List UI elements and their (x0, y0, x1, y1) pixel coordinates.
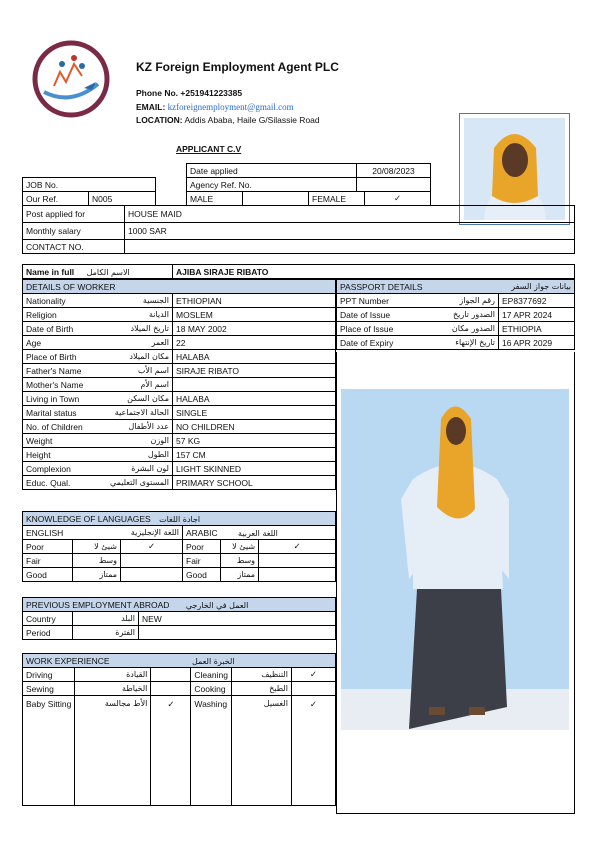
work-skill-label-ar: الغسيل (231, 696, 291, 806)
work-skill-check: ✓ (151, 696, 191, 806)
english-level-check: ✓ (121, 540, 183, 554)
detail-label: No. of Children (26, 421, 83, 432)
detail-label-ar: مكان الميلاد (129, 351, 169, 361)
detail-label-ar: العمر (151, 337, 169, 347)
previous-header-ar: العمل في الخارجي (185, 600, 249, 610)
detail-value: HALABA (173, 350, 336, 364)
detail-label: Educ. Qual. (26, 477, 71, 488)
detail-row (23, 336, 336, 350)
detail-label-ar: اسم الأم (140, 379, 169, 389)
salary-value: 1000 SAR (125, 223, 575, 240)
detail-row (23, 378, 336, 392)
detail-label-cell (23, 308, 173, 322)
applicant-photo-full (341, 389, 569, 730)
doc-title: APPLICANT C.V (176, 144, 242, 154)
languages-header-ar: اجادة اللغات (159, 514, 201, 524)
arabic-level-check: ✓ (259, 540, 336, 554)
detail-label-ar: تاريخ الميلاد (130, 323, 169, 333)
detail-row (23, 294, 336, 308)
detail-label-ar: لون البشرة (131, 463, 169, 473)
agency-ref-value (357, 178, 431, 192)
salary-label: Monthly salary (23, 223, 125, 240)
date-applied-value: 20/08/2023 (357, 164, 431, 178)
detail-row (23, 462, 336, 476)
detail-label-ar: الحالة الاجتماعية (114, 407, 169, 417)
lang-level-label-ar: ممتاز (73, 568, 121, 582)
languages-header-en: KNOWLEDGE OF LANGUAGES (26, 513, 151, 524)
detail-value: ETHIOPIAN (173, 294, 336, 308)
passport-value: ETHIOPIA (499, 322, 575, 336)
detail-row (23, 350, 336, 364)
detail-label: Height (26, 449, 51, 460)
work-skill-label: Driving (23, 668, 75, 682)
passport-label-cell (337, 294, 499, 308)
passport-value: 17 APR 2024 (499, 308, 575, 322)
work-skill-label-ar: القيادة (75, 668, 151, 682)
detail-label-cell (23, 476, 173, 490)
company-logo (32, 40, 110, 118)
passport-label-cell (337, 308, 499, 322)
work-skill-label: Sewing (23, 682, 75, 696)
detail-row (23, 420, 336, 434)
detail-value: 157 CM (173, 448, 336, 462)
detail-label-cell (23, 462, 173, 476)
passport-header-en: PASSPORT DETAILS (340, 281, 423, 292)
name-label: Name in full (26, 266, 75, 277)
lang-level-label-ar: وسط (221, 554, 259, 568)
lang-level-label-ar: شيئ لا (221, 540, 259, 554)
detail-row (23, 322, 336, 336)
name-label-cell (23, 265, 173, 279)
work-skill-check: ✓ (291, 668, 335, 682)
detail-value: PRIMARY SCHOOL (173, 476, 336, 490)
work-skill-label-ar: التنظيف (231, 668, 291, 682)
detail-value: 18 MAY 2002 (173, 322, 336, 336)
country-value: NEW (139, 612, 336, 626)
english-label: ENGLISH (26, 527, 64, 538)
work-header (23, 654, 336, 668)
lang-level-label: Good (23, 568, 73, 582)
detail-label-cell (23, 322, 173, 336)
detail-label-ar: اسم الأب (137, 365, 169, 375)
passport-label-ar: الصدور مكان (451, 323, 495, 333)
passport-label-cell (337, 336, 499, 350)
detail-value: SINGLE (173, 406, 336, 420)
lang-level-label: Poor (183, 540, 221, 554)
work-skill-check (291, 682, 335, 696)
detail-label-ar: مكان السكن (127, 393, 169, 403)
detail-value: SIRAJE RIBATO (173, 364, 336, 378)
company-email[interactable]: kzforeignemployment@gmail.com (167, 102, 294, 112)
detail-label-cell (23, 350, 173, 364)
passport-label-ar: تاريخ الإنتهاء (455, 337, 495, 347)
work-skill-label-ar: الطبخ (231, 682, 291, 696)
detail-label-ar: عدد الأطفال (128, 421, 169, 431)
passport-header (337, 280, 575, 294)
detail-value: MOSLEM (173, 308, 336, 322)
name-value: AJIBA SIRAJE RIBATO (173, 265, 575, 279)
lang-level-label: Good (183, 568, 221, 582)
detail-label-ar: الديانة (148, 309, 169, 319)
date-applied-label: Date applied (187, 164, 357, 178)
our-ref-value: N005 (89, 192, 156, 206)
detail-row (23, 364, 336, 378)
company-name: KZ Foreign Employment Agent PLC (136, 60, 339, 74)
lang-level-label: Fair (183, 554, 221, 568)
passport-label-ar: رقم الجواز (459, 295, 495, 305)
english-heading (23, 526, 183, 540)
post-value: HOUSE MAID (125, 206, 575, 223)
detail-label-cell (23, 336, 173, 350)
work-skill-label-ar: الأط مجالسة (75, 696, 151, 806)
detail-label-cell (23, 392, 173, 406)
detail-label-cell (23, 406, 173, 420)
lang-level-label: Poor (23, 540, 73, 554)
work-skill-label: Washing (191, 696, 232, 806)
passport-value: 16 APR 2029 (499, 336, 575, 350)
english-level-check (121, 554, 183, 568)
detail-row (23, 448, 336, 462)
passport-label-cell (337, 322, 499, 336)
passport-label: Date of Issue (340, 309, 391, 320)
contact-label: CONTACT NO. (23, 240, 125, 254)
detail-label: Living in Town (26, 393, 80, 404)
period-label-ar: الفترة (73, 626, 139, 640)
post-label: Post applied for (23, 206, 125, 223)
detail-label: Weight (26, 435, 53, 446)
detail-value (173, 378, 336, 392)
work-skill-check: ✓ (291, 696, 335, 806)
male-label: MALE (187, 192, 243, 206)
detail-label-ar: المستوى التعليمي (109, 477, 169, 487)
detail-row (23, 308, 336, 322)
details-header: DETAILS OF WORKER (23, 280, 336, 294)
detail-label: Religion (26, 309, 57, 320)
detail-label-cell (23, 448, 173, 462)
lang-level-label-ar: شيئ لا (73, 540, 121, 554)
email-label: EMAIL: (136, 102, 166, 112)
arabic-level-check (259, 568, 336, 582)
passport-label: PPT Number (340, 295, 389, 306)
company-phone: Phone No. +251941223385 (136, 88, 243, 98)
work-skill-check (151, 682, 191, 696)
agency-ref-label: Agency Ref. No. (187, 178, 357, 192)
detail-label: Age (26, 337, 42, 348)
work-skill-label: Cleaning (191, 668, 232, 682)
passport-value: EP8377692 (499, 294, 575, 308)
detail-row (23, 434, 336, 448)
detail-label-cell (23, 420, 173, 434)
name-label-ar: الاسم الكامل (86, 267, 130, 277)
passport-label: Date of Expiry (340, 337, 394, 348)
detail-label: Place of Birth (26, 351, 77, 362)
male-check (243, 192, 309, 206)
passport-label: Place of Issue (340, 323, 394, 334)
passport-row (337, 308, 575, 322)
detail-label: Complexion (26, 463, 71, 474)
detail-label-cell (23, 434, 173, 448)
detail-row (23, 406, 336, 420)
detail-label-ar: الجنسية (142, 295, 169, 305)
work-skill-label: Cooking (191, 682, 232, 696)
period-value (139, 626, 336, 640)
work-skill-check (151, 668, 191, 682)
english-level-check (121, 568, 183, 582)
work-skill-label-ar: الخياطة (75, 682, 151, 696)
passport-row (337, 336, 575, 350)
arabic-level-check (259, 554, 336, 568)
country-label-ar: البلد (73, 612, 139, 626)
detail-label: Nationality (26, 295, 66, 306)
our-ref-label: Our Ref. (23, 192, 89, 206)
location-label: LOCATION: (136, 115, 183, 125)
languages-header (23, 512, 336, 526)
passport-row (337, 294, 575, 308)
arabic-heading (183, 526, 336, 540)
detail-row (23, 392, 336, 406)
detail-row (23, 476, 336, 490)
detail-value: LIGHT SKINNED (173, 462, 336, 476)
arabic-label-ar: اللغة العربية (238, 528, 278, 538)
detail-value: HALABA (173, 392, 336, 406)
detail-value: 57 KG (173, 434, 336, 448)
company-location: Addis Ababa, Haile G/Silassie Road (184, 115, 320, 125)
contact-value (125, 240, 575, 254)
arabic-label: ARABIC (186, 527, 218, 538)
detail-label: Mother's Name (26, 379, 84, 390)
female-check: ✓ (365, 192, 431, 206)
detail-label-cell (23, 378, 173, 392)
female-label: FEMALE (309, 192, 365, 206)
detail-label: Father's Name (26, 365, 82, 376)
detail-label-cell (23, 294, 173, 308)
period-label: Period (23, 626, 73, 640)
work-header-ar: الخبرة العمل (191, 656, 235, 666)
country-label: Country (23, 612, 73, 626)
previous-header (23, 598, 336, 612)
lang-level-label: Fair (23, 554, 73, 568)
detail-label-ar: الوزن (150, 435, 169, 445)
detail-label: Date of Birth (26, 323, 74, 334)
detail-label-cell (23, 364, 173, 378)
detail-value: 22 (173, 336, 336, 350)
lang-level-label-ar: ممتاز (221, 568, 259, 582)
passport-row (337, 322, 575, 336)
job-no-label: JOB No. (23, 178, 156, 192)
work-header-en: WORK EXPERIENCE (26, 655, 110, 666)
lang-level-label-ar: وسط (73, 554, 121, 568)
work-skill-label: Baby Sitting (23, 696, 75, 806)
passport-label-ar: الصدور تاريخ (453, 309, 495, 319)
detail-value: NO CHILDREN (173, 420, 336, 434)
detail-label-ar: الطول (147, 449, 169, 459)
passport-header-ar: بيانات جواز السفر (511, 281, 571, 291)
previous-header-en: PREVIOUS EMPLOYMENT ABROAD (26, 599, 170, 610)
english-label-ar: اللغة الإنجليزية (130, 527, 179, 537)
detail-label: Marital status (26, 407, 77, 418)
